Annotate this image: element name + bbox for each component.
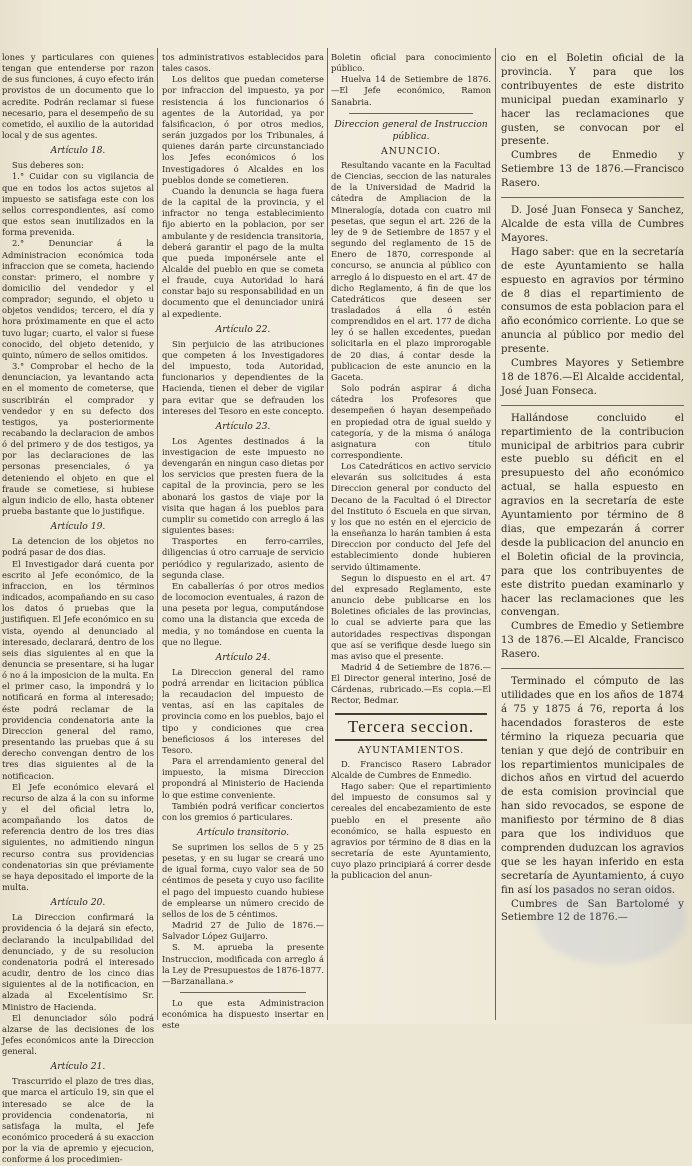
paragraph: Cumbres de Enmedio y Setiembre 13 de 1876.—Francisco Rasero. [501,150,684,190]
notice-title: ANUNCIO. [380,145,442,157]
paragraph: Cumbres de San Bartolomé y Setiembre 12 de 1876.— [501,898,684,924]
article-heading: Artículo 21. [50,1061,106,1073]
paragraph: Terminado el cómputo de las utilidades que en los años de 1874 á 75 y 1875 á 76, reporta á los hacendados forasteros de este término la riqueza pecuaria que tenian y que dejó de contribuir en los repartimientos municipales de dichos años en virtud del acuerdo de esta comision provincial que han sido revocados, se espone de manifiesto por término de 8 dias para que los individuos que comprenden duduzcan los agravios que se les hayan inferido en esta secretaría de Ayuntamiento, á cuyo fin así los pasados no seran oidos. [501,676,684,896]
paragraph: D. Francisco Rasero Labrador Alcalde de Cumbres de Enmedio. [331,758,491,780]
paragraph: Resultando vacante en la Facultad de Ciencias, seccion de las naturales de la Universidad de Madrid la cátedra de Ampliacion de la Mineralogía, dotada con cuatro mil pesetas, que segun el art. 226 de la ley de 9 de Setiembre de 1857 y el segundo del reglamento de 15 de Enero de 1870, corresponde al concurso, se anuncia al público con arreglo á lo dispuesto en el art. 47 de dicho Reglamento, á fin de que los Catedráticos que deseen ser trasladados á ella ó estén comprendidos en el art. 177 de dicha ley ó se hallen excedentes, puedan solicitarla en el plazo improrogable de 20 dias, á contar desde la publicacion de este anuncio en la Gaceta. [331,159,491,382]
article-heading: Artículo 24. [215,651,271,663]
paragraph: Se suprimen los sellos de 5 y 25 pesetas, y en su lugar se creará uno de igual forma, cuyo valor sea de 50 céntimos de peseta y cuyo uso facilite el pago del impuesto cuando hubiese de emplearse un número crecido de sellos de los de 5 céntimos. [162,842,324,919]
paragraph: También podrá verificar conciertos con los gremios ó particulares. [162,800,324,822]
paragraph: 3.° Comprobar el hecho de la denunciacion, ya levantando acta en el momento de cometerse, que suscribirán el comprador y vendedor y en su defecto dos testigos, ya posteriormente recabando la declaracion de ambos ó del primero y de dos testigos, ya por las declaraciones de las personas presenciales, ó ya deteniendo el objeto en que el fraude se cometiese, si hubiese algun indicio de ello, hasta obtener prueba bastante que lo justifique. [2,361,154,517]
article-heading: Artículo 23. [215,420,271,432]
paragraph: La Direccion general del ramo podrá arrendar en licitacion pública la recaudacion del impuesto de ventas, así en las capitales de provincia como en los pueblos, bajo el tipo y condiciones que crea beneficiosos á los intereses del Tesoro. [162,666,324,755]
paragraph: El Investigador dará cuenta por escrito al Jefe económico, de la infraccion, en los términos indicados, acompañando en su caso los datos ó pruebas que la justifiquen. El Jefe económico en su vista, oyendo al denunciado al interesado, declarará, dentro de los seis dias siguientes al en que la denuncia se presentare, si ha lugar ó no á la imposicion de la multa. En el primer caso, la impondrá y lo notificará en forma al interesado; éste podrá reclamar de la providencia condenatoria ante la Direccion general del ramo, presentando las pruebas que á su derecho convengan dentro de los tres dias siguientes al de la notificacion. [2,558,154,781]
paragraph: Los Catedráticos en activo servicio elevarán sus solicitudes á esta Direccion general por conducto del Decano de la Facultad ó el Director del Instituto ó Escuela en que sirvan, y los que no estén en el ejercicio de la enseñanza lo harán tambien á esta Direccion por conducto del Jefe del establecimiento donde hubieren servido últimamente. [331,461,491,572]
subsection-title: AYUNTAMIENTOS. [357,744,465,756]
column-rule [495,48,496,1020]
divider [349,113,473,114]
paragraph: Trascurrido el plazo de tres dias, que marca el artículo 19, sin que el interesado se alce de la providencia condenatoria, ni satisfaga la multa, el Jefe económico procederá á su exaccion por la via de apremio y ejecucion, conforme á los procedimien- [2,1076,154,1165]
column-rule [157,48,158,1020]
article-heading: Artículo 18. [50,145,106,157]
article-heading: Artículo transitorio. [196,827,290,838]
divider [501,197,684,198]
paragraph: Sin perjuicio de las atribuciones que competen á los Investigadores del impuesto, toda Autoridad, funcionarios y dependientes de la Hacienda, tienen el deber de vigilar para evitar que se defrauden los intereses del Tesoro en este concepto. [162,338,324,416]
paragraph: D. José Juan Fonseca y Sanchez, Alcalde de esta villa de Cumbres Mayores. [501,205,684,244]
paragraph: Boletin oficial para conocimiento público. [331,52,491,74]
paragraph: Hago saber: Que el repartimiento del impuesto de consumos sal y cereales del encabezamiento de este pueblo en el presente año económico, se halla espuesto en agravios por término de 8 dias en la secretaría de este Ayuntamiento, cuyo plazo principiará á correr desde la publicacion del anun- [331,781,491,881]
column-rule [327,48,328,1020]
column-3 [331,52,491,1018]
article-heading: Artículo 20. [50,897,106,909]
paragraph: Los Agentes destinados á la investigacion de este impuesto no devengarán en ningun caso dietas por los servicios que presten fuera de la capital de la provincia, pero se les abonará los gastos de viaje por la visita que hagan á los pueblos para cumplir su cometido con arreglo á las siguientes bases: [162,435,324,536]
divider [501,668,684,669]
paragraph: S. M. aprueba la presente Instruccion, modificada con arreglo á la Ley de Presupuestos de 1876-1877.—Barzanallana.» [162,942,324,986]
paragraph: 2.° Denunciar á la Administracion económica toda infraccion que se cometa, haciendo constar: primero, el nombre y domicilio del vendedor y el comprador; segundo, el objeto u objetos vendidos; tercero, el día y hora próximamente en que el acto tuvo lugar; cuarto, el valor si fuese conocido, del objeto detenido, y quinto, número de sellos omitidos. [2,238,154,360]
paragraph: Los delitos que puedan cometerse por infraccion del impuesto, ya por resistencia á los funcionarios ó agentes de la Autoridad, ya por falsificacion, ó por otros medios, serán juzgados por los Tribunales, á quienes darán parte circunstanciado los Jefes económicos ó los Investigadores ó Alcaldes en los pueblos donde se cometieren. [162,74,324,185]
paragraph: El Jefe económico elevará el recurso de alza á la con su informe y el del oficial letra lo, acompañando los datos de referencia dentro de los tres dias siguientes, no admitiendo ningun recurso contra sus providencias condenatorias sin que préviamente se haya depositado el importe de la multa. [2,781,154,893]
paragraph: Hago saber: que en la secretaría de este Ayuntamiento se halla espuesto en agravios por término de 8 dias el repartimiento de consumos de esta poblacion para el año económico corriente. Lo que se anuncia al público por medio del presente. [501,246,684,356]
paragraph: Sus deberes son: [12,160,84,171]
paragraph: Huelva 14 de Setiembre de 1876.—El Jefe económico, Ramon Sanabria. [331,74,491,107]
paragraph: lones y particulares con quienes tengan que entenderse por razon de sus funciones, á cuyo efecto irán provistos de un documento que lo acredite. Podrán reclamar si fuese necesario, para el desempeño de su cometido, el auxilio de la autoridad local y de sus agentes. [2,52,154,141]
section-title: Tercera seccion. [335,713,487,741]
paragraph: cio en el Boletin oficial de la provincia. Y para que los contribuyentes de este distrito municipal puedan examinarlo y hacer las reclamaciones que gusten, se convocan por el presente. [501,53,684,148]
paragraph: Cumbres de Emedio y Setiembre 13 de 1876.—El Alcalde, Francisco Rasero. [501,621,684,661]
paragraph: Cumbres Mayores y Setiembre 18 de 1876.—El Alcalde accidental, José Juan Fonseca. [501,358,684,397]
divider [180,992,306,993]
paragraph: Cuando la denuncia se haga fuera de la capital de la provincia, y el infractor no tenga establecimiento fijo abierto en la poblacion, por ser ambulante y de residencia transitoria, deberá garantir el pago de la multa que pueda imponérsele ante el Alcalde del pueblo en que se cometa el fraude, cuya Autoridad lo hará constar bajo su responsabilidad en un documento que el denunciador unirá al expediente. [162,185,324,319]
library-stamp [536,874,686,964]
paragraph: La Direccion confirmará la providencia ó la dejará sin efecto, declarando la inculpabilidad del denunciado, y de su resolucion condenatoria podrá el interesado acudir, dentro de los cinco dias siguientes al de la notificacion, en alzada al Excelentísimo Sr. Ministro de Hacienda. [2,912,154,1012]
paragraph: Madrid 4 de Setiembre de 1876.—El Director general interino, José de Cárdenas, rubricado.—Es copia.—El Rector, Bedmar. [331,661,491,706]
article-heading: Artículo 19. [50,521,106,533]
paragraph: La detencion de los objetos no podrá pasar de dos dias. [2,536,154,558]
paragraph: Segun lo dispuesto en el art. 47 del expresado Reglamento, este anuncio debe publicarse en los Boletines oficiales de las provincias, lo cual se advierte para que las autoridades respectivas dispongan que así se verifique desde luego sin mas aviso que el presente. [331,572,491,661]
paragraph: Para el arrendamiento general del impuesto, la misma Direccion propondrá al Ministerio de Hacienda lo que estime conveniente. [162,756,324,800]
paragraph: Solo podrán aspirar á dicha cátedra los Profesores que desempeñen ó hayan desempeñado en propiedad otra de igual sueldo y categoría, y de la misma ó análoga asignatura con título correspondiente. [331,383,491,460]
paragraph: Madrid 27 de Julio de 1876.—Salvador López Guijarro. [162,920,324,942]
paragraph: En caballerías ó por otros medios de locomocion eventuales, á razon de una peseta por legua, computándose como una la distancia que exceda de media, y no tomándose en cuenta la que no llegue. [162,580,324,647]
paragraph: Trasportes en ferro-carriles, diligencias ú otro carruaje de servicio periódico y regularizado, asiento de segunda clase. [162,536,324,580]
article-heading: Artículo 22. [215,323,271,335]
column-4 [501,52,684,1018]
paragraph: tos administrativos establecidos para tales casos. [162,52,324,74]
paragraph: Hallándose concluido el repartimiento de la contribucion municipal de arbitrios para cubrir este pueblo su déficit en el presupuesto del año económico actual, se halla espuesto en agravios en la secretaría de este Ayuntamiento por término de 8 dias, que empezarán á correr desde la publicacion del anuncio en el Boletin oficial de la provincia, para que los contribuyentes de este distrito puedan examinarlo y hacer las reclamaciones que les convengan. [501,412,684,619]
column-2 [162,52,324,1031]
paragraph: Lo que esta Administracion económica ha dispuesto insertar en este [162,998,324,1031]
paragraph: 1.° Cuidar con su vigilancia de que en todos los actos sujetos al impuesto se satisfaga este con los sellos correspondientes, así como que estos sean inutilizados en la forma prevenida. [2,171,154,238]
divider [501,405,684,406]
section-heading: Direccion general de Instruccion pública. [334,118,488,142]
column-1 [2,52,154,1165]
paragraph: El denunciador sólo podrá alzarse de las decisiones de los Jefes económicos ante la Direccion general. [2,1012,154,1057]
